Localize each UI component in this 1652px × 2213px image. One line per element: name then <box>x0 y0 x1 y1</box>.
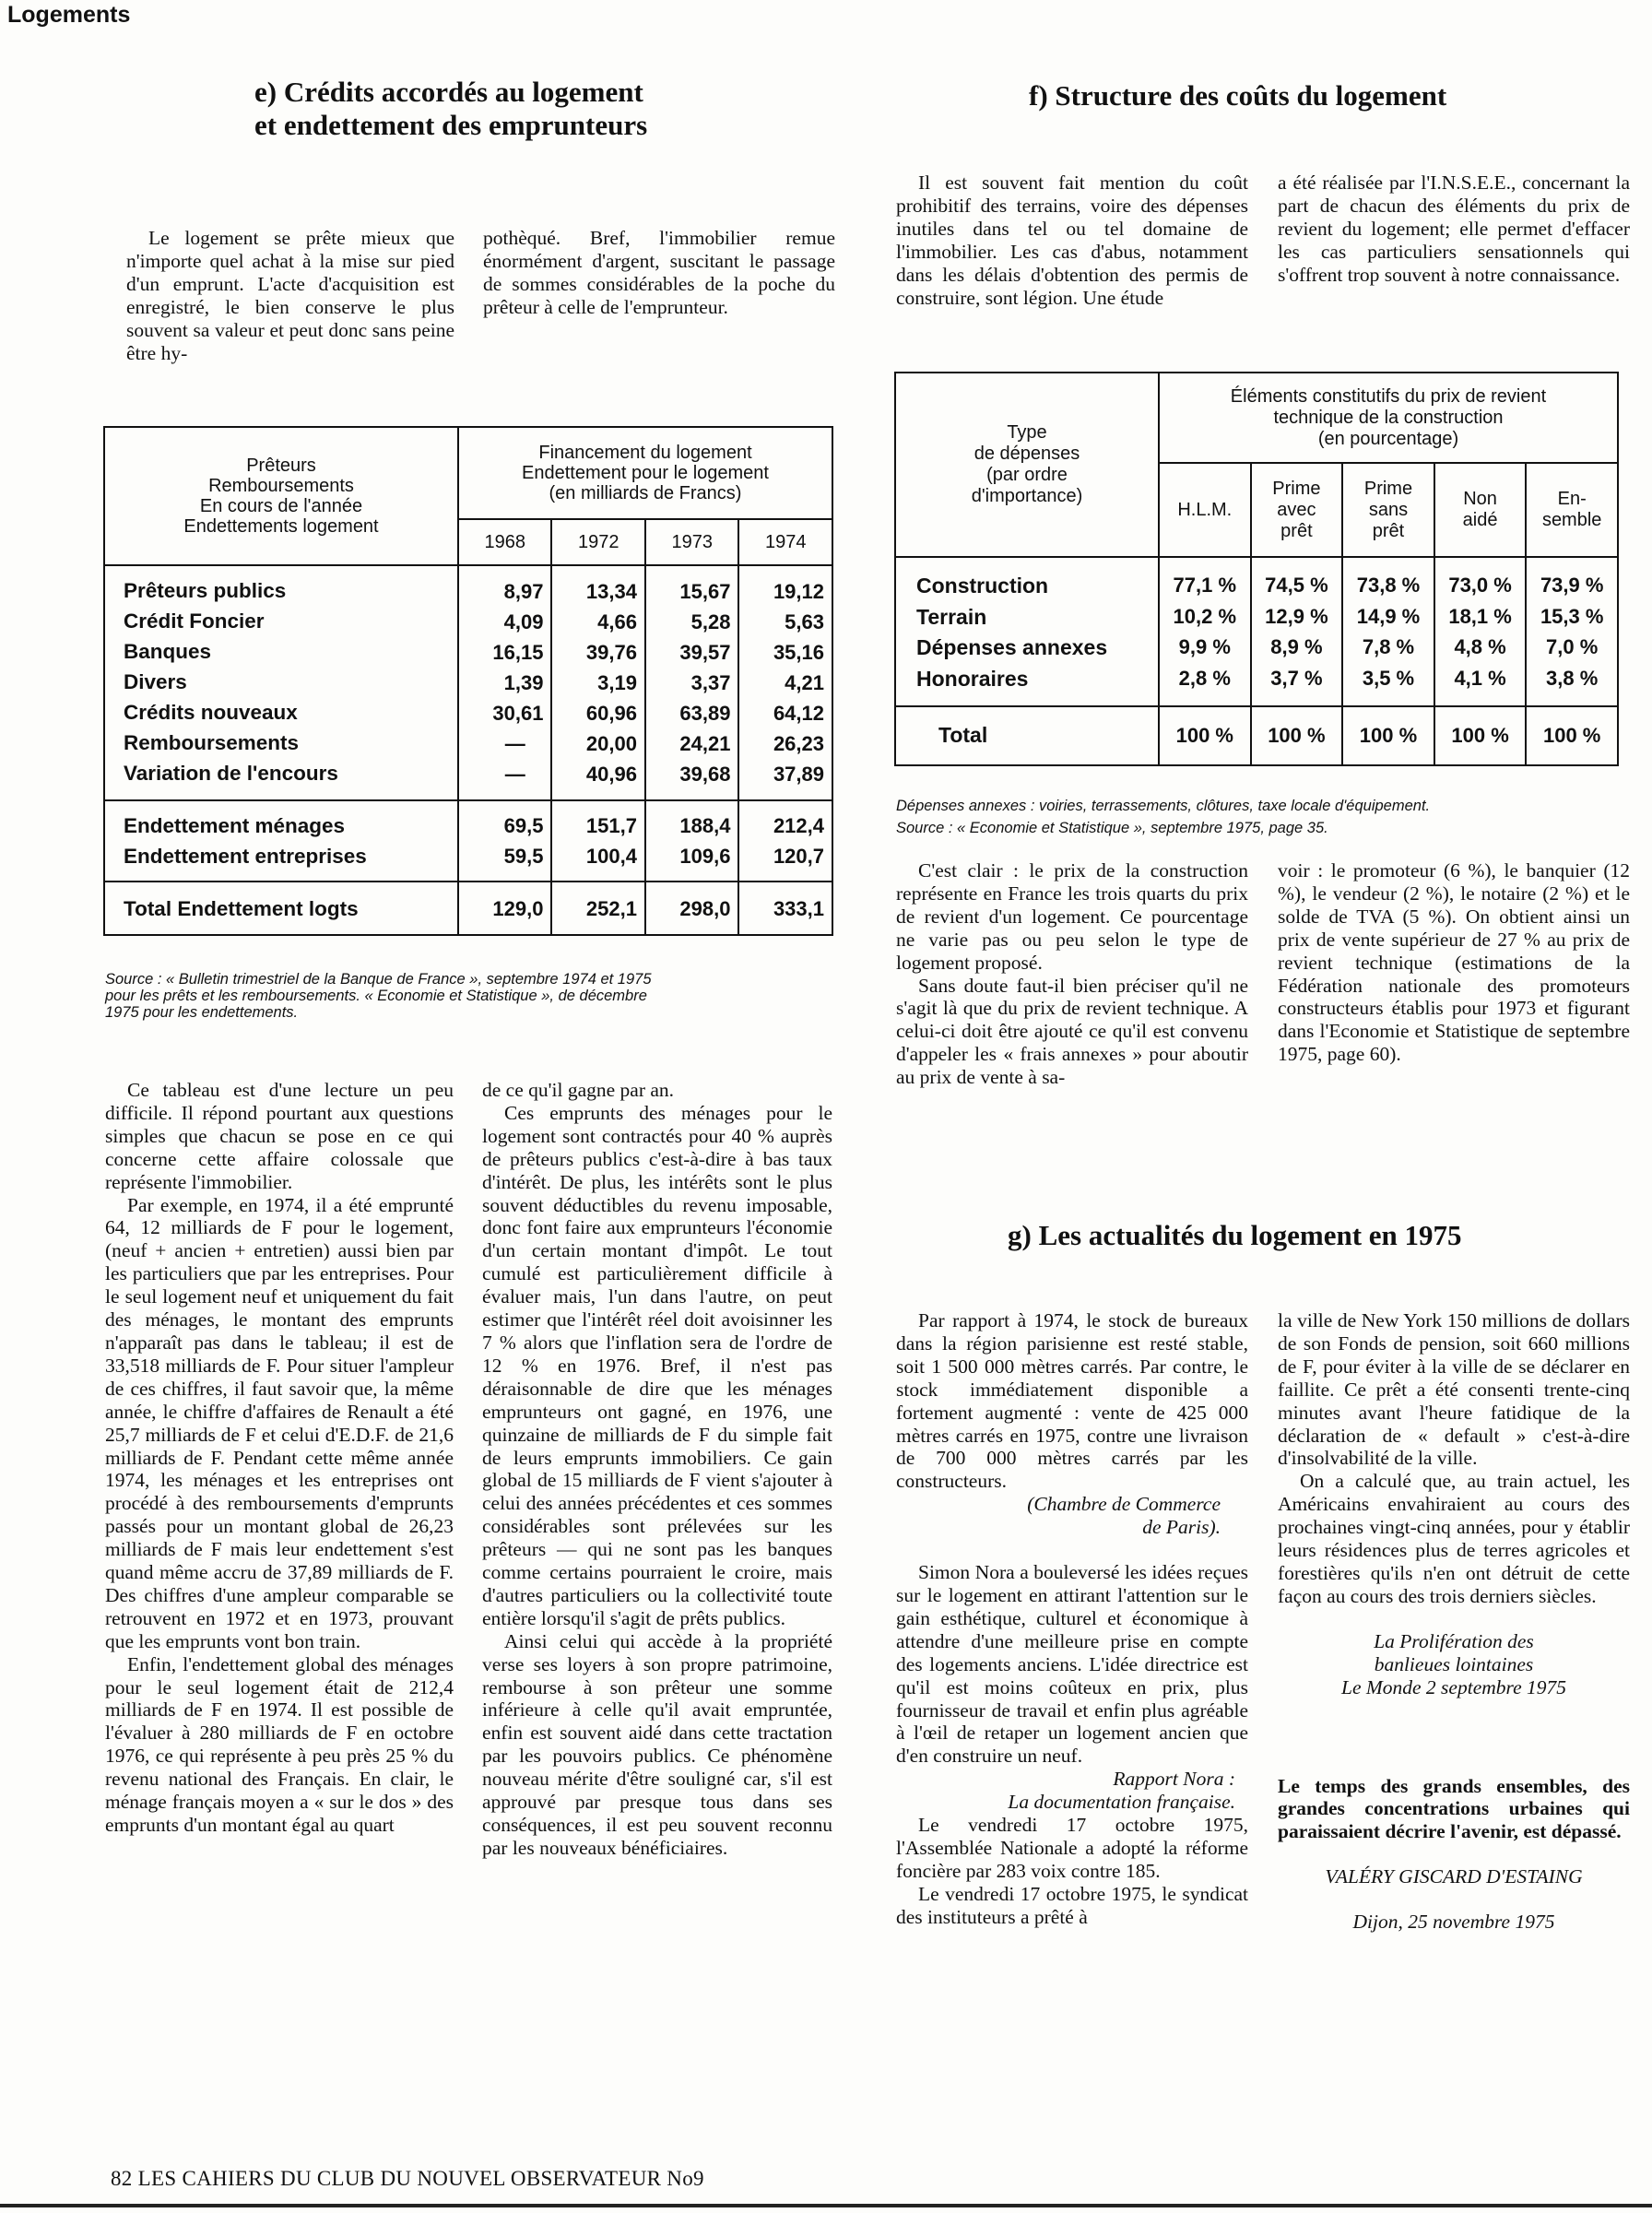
cell-value: 26,23 <box>773 732 824 755</box>
section-e-title <box>254 76 771 142</box>
cell-value: 73,9 % <box>1540 574 1604 597</box>
head-left-line: Prêteurs <box>246 456 316 476</box>
col-1974 <box>738 800 832 882</box>
source-line: Source : « Bulletin trimestriel de la Banque de France », septembre 1974 et 1975 <box>105 971 652 988</box>
total-value: 100 % <box>1251 706 1343 765</box>
cell-value: 69,5 <box>503 814 544 837</box>
head-left-line: d'importance) <box>971 486 1083 506</box>
col-ensemble <box>1526 557 1618 706</box>
col-header-ensemble <box>1526 463 1618 557</box>
head-left-line: En cours de l'année <box>199 496 363 516</box>
col-header-non-aide <box>1434 463 1527 557</box>
section-e-intro-col1 <box>126 227 454 364</box>
total-value: 129,0 <box>458 882 551 935</box>
col-header-line: aidé <box>1462 510 1498 530</box>
running-header: Logements <box>7 2 131 28</box>
col-header-line: Prime <box>1272 478 1321 499</box>
citation-le-monde <box>1278 1630 1630 1699</box>
citation-line: banlieues lointaines <box>1374 1652 1534 1675</box>
cost-table-head-right <box>1159 373 1618 463</box>
citation-line: Le Monde 2 septembre 1975 <box>1340 1675 1567 1698</box>
cell-value: 77,1 % <box>1173 574 1237 597</box>
citation-rapport-nora <box>896 1768 1248 1814</box>
cell-value: 12,9 % <box>1265 604 1328 628</box>
paragraph: de ce qu'il gagne par an. <box>482 1079 675 1101</box>
paragraph: Ces emprunts des ménages pour le logement sont contractés pour 40 % auprès de prêteurs publics c'est-à-dire à bas taux d'intérêt. De plus, les intérêts sont le plus souvent déductibles du revenu imposable, donc font faire aux emprunteurs l'économie d'un certain montant d'impôt. Le tout cumulé est particulièrement difficile à évaluer mais, l'un dans l'autre, on peut estimer que l'intérêt réel doit avoisinner les 7 % alors que l'inflation sera de l'ordre de 12 % en 1976. Bref, il n'est pas déraisonnable de dire que les ménages emprunteurs ont gagné, en 1976, une quinzaine de milliards de F du simple fait de leurs emprunts immobiliers. Ce gain global de 15 milliards de F vient s'ajouter à celui des années précédentes et ces sommes considérables sont prélevées sur les prêteurs — qui ne sont pas les banques comme certains pourraient le croire, mais d'autres particuliers ou la collectivité toute entière lorsqu'il s'agit de prêts publics. <box>482 1101 832 1629</box>
head-left-line: Endettements logement <box>183 516 379 537</box>
section-e-title-line1: e) Crédits accordés au logement <box>254 76 643 108</box>
citation-line: Rapport Nora : <box>1113 1768 1235 1791</box>
col-hlm <box>1159 557 1251 706</box>
cell-value: 9,9 % <box>1178 635 1231 658</box>
paragraph: Par rapport à 1974, le stock de bureaux dans la région parisienne est resté stable, soit 1 500 000 mètres carrés. Par contre, le stock immédiatement disponible a fortement augmenté : vente de 425 000 mètres carrés en 1975, contre une livraison de 700 000 mètres carrés par les constructeurs. <box>896 1309 1248 1493</box>
head-right-line: Financement du logement <box>538 443 752 463</box>
col-prime-avec-pret <box>1251 557 1343 706</box>
cell-value: 4,66 <box>597 610 637 633</box>
section-g-col1 <box>896 1309 1248 1929</box>
cell-value: 15,67 <box>679 580 731 603</box>
col-header-line: semble <box>1541 510 1602 530</box>
cell-value: 109,6 <box>679 845 731 868</box>
row-label: Remboursements <box>124 731 300 754</box>
cell-value: 5,63 <box>785 610 824 633</box>
head-left-line: Type <box>1007 422 1047 443</box>
cell-value: 19,12 <box>773 580 824 603</box>
signature: VALÉRY GISCARD D'ESTAING <box>1325 1865 1583 1888</box>
col-header-line: Prime <box>1363 478 1413 499</box>
col-header-prime-sans-pret <box>1342 463 1434 557</box>
paragraph: On a calculé que, au train actuel, les Américains envahiraient au cours des prochaines vingt-cinq années, pour y établir leurs résidences plus de terres agricoles et forestières qu'ils n'en ont détruit de cette façon au cours des trois derniers siècles. <box>1278 1470 1630 1607</box>
credit-group2-labels <box>104 800 458 882</box>
paragraph: C'est clair : le prix de la construction représente en France les trois quarts du prix de revient d'un logement. Ce pourcentage ne varie pas ou peu selon le type de logement proposé. <box>896 859 1248 974</box>
col-header-line: H.L.M. <box>1177 499 1233 520</box>
head-right-line: Endettement pour le logement <box>522 463 769 483</box>
source-line: Source : « Economie et Statistique », septembre 1975, page 35. <box>896 820 1328 836</box>
giscard-quote: Le temps des grands ensembles, des grandes concentrations urbaines qui paraissaient décrire l'avenir, est dépassé. <box>1278 1774 1630 1843</box>
col-non-aide <box>1434 557 1527 706</box>
head-left-line: Remboursements <box>208 476 354 496</box>
year-header: 1968 <box>458 519 551 565</box>
cost-table-head-left <box>895 373 1159 557</box>
cell-value: 74,5 % <box>1265 574 1328 597</box>
cell-value: 212,4 <box>773 814 824 837</box>
total-label: Total <box>895 706 1159 765</box>
cell-value: 30,61 <box>492 702 544 725</box>
citation-line: La documentation française. <box>1008 1791 1235 1814</box>
row-label: Crédits nouveaux <box>124 701 298 724</box>
cell-value: 13,34 <box>585 580 637 603</box>
cell-value: 35,16 <box>773 641 824 664</box>
total-value: 252,1 <box>551 882 644 935</box>
credit-table <box>103 426 833 936</box>
row-label: Variation de l'encours <box>124 762 338 785</box>
cell-value: 18,1 % <box>1448 604 1512 628</box>
head-right-line: (en pourcentage) <box>1317 428 1459 449</box>
section-f-body-col2 <box>1278 859 1630 1066</box>
col-header-line: avec <box>1277 499 1316 520</box>
cell-value: 4,8 % <box>1454 635 1506 658</box>
year-header: 1973 <box>645 519 738 565</box>
cell-value: 37,89 <box>773 763 824 786</box>
cell-value: 73,0 % <box>1448 574 1512 597</box>
cell-value: 63,89 <box>679 702 731 725</box>
row-label: Dépenses annexes <box>916 635 1108 659</box>
paragraph: Le vendredi 17 octobre 1975, l'Assemblée Nationale a adopté la réforme foncière par 283 voix contre 185. <box>896 1814 1248 1882</box>
section-e-intro-text2: pothèqué. Bref, l'immobilier remue énormément d'argent, suscitant le passage de sommes considérables de la poche du prêteur à celle de l'emprunteur. <box>483 227 835 318</box>
paragraph: Ce tableau est d'une lecture un peu difficile. Il répond pourtant aux questions simples que chacun se pose en ce qui concerne cette affaire colossale que représente l'immobilier. <box>105 1079 454 1193</box>
cell-value: 8,9 % <box>1270 635 1323 658</box>
col-1972 <box>551 800 644 882</box>
year-header: 1972 <box>551 519 644 565</box>
paragraph: Sans doute faut-il bien préciser qu'il ne s'agit là que du prix de revient technique. A celui-ci doit être ajouté ce qu'il est convenu d'appeler les « frais annexes » pour aboutir au prix de vente à sa- <box>896 974 1248 1089</box>
source-line: Dépenses annexes : voiries, terrassements, clôtures, taxe locale d'équipement. <box>896 798 1431 814</box>
cell-value: 60,96 <box>585 702 637 725</box>
citation-chambre-commerce <box>896 1493 1248 1539</box>
signature-place-date: Dijon, 25 novembre 1975 <box>1352 1911 1555 1934</box>
col-header-line: prêt <box>1280 520 1313 541</box>
section-f-title: f) Structure des coûts du logement <box>1029 79 1447 112</box>
cell-value: 151,7 <box>585 814 637 837</box>
cell-value: 39,57 <box>679 641 731 664</box>
section-e-intro-col2 <box>483 227 835 319</box>
head-left-line: de dépenses <box>974 444 1080 464</box>
citation-line: (Chambre de Commerce <box>1027 1493 1221 1516</box>
section-g-title: g) Les actualités du logement en 1975 <box>1008 1219 1462 1251</box>
section-f-body-col1 <box>896 859 1248 1089</box>
cell-value: 4,1 % <box>1454 666 1506 690</box>
credit-table-head-left <box>104 427 458 565</box>
cell-value: 8,97 <box>503 580 544 603</box>
col-1968 <box>458 565 551 800</box>
cell-value: 59,5 <box>503 845 544 868</box>
credit-table-source <box>105 971 843 1021</box>
head-right-line: technique de la construction <box>1273 407 1504 428</box>
cell-value: 64,12 <box>773 702 824 725</box>
year-header: 1974 <box>738 519 832 565</box>
col-1972 <box>551 565 644 800</box>
cell-value: 39,68 <box>679 763 731 786</box>
section-e-title-line2: et endettement des emprunteurs <box>254 109 648 141</box>
paragraph: Enfin, l'endettement global des ménages pour le seul logement était de 212,4 milliards de F en 1974. Il est possible de l'évaluer à 280 milliards de F en octobre 1976, ce qui représente à peu près 25 % du revenu national des Français. En clair, le ménage français moyen a « sur le dos » des emprunts d'un montant égal au quart <box>105 1652 454 1836</box>
section-f-intro-col1 <box>896 172 1248 309</box>
cell-value: 3,8 % <box>1546 666 1599 690</box>
cell-value: 39,76 <box>585 641 637 664</box>
cell-value: 7,0 % <box>1546 635 1599 658</box>
total-label: Total Endettement logts <box>104 882 458 935</box>
paragraph: Simon Nora a bouleversé les idées reçues sur le logement en attirant l'attention sur le gain esthétique, culturel et économique à attendre d'une meilleure prise en compte des logements anciens. L'idée directrice est qu'il est moins coûteux en prix, plus fournisseur de travail et enfin plus agréable à l'œil de retaper un logement ancien que d'en construire un neuf. <box>896 1561 1248 1768</box>
col-1973 <box>645 800 738 882</box>
citation-line: de Paris). <box>1142 1516 1221 1539</box>
cell-value: 5,28 <box>690 610 731 633</box>
paragraph: Le vendredi 17 octobre 1975, le syndicat des instituteurs a prêté à <box>896 1882 1248 1928</box>
cell-value: 40,96 <box>585 763 637 786</box>
credit-table-head-right <box>458 427 832 519</box>
cost-row-labels <box>895 557 1159 706</box>
col-header-prime-avec-pret <box>1251 463 1343 557</box>
cell-value: 7,8 % <box>1362 635 1415 658</box>
head-right-line: (en milliards de Francs) <box>549 483 742 503</box>
cell-value: 2,8 % <box>1178 666 1231 690</box>
cell-value: 24,21 <box>679 732 731 755</box>
head-right-line: Éléments constitutifs du prix de revient <box>1230 385 1547 407</box>
row-label: Prêteurs publics <box>124 579 287 602</box>
source-line: 1975 pour les endettements. <box>105 1004 299 1021</box>
cell-value: 100,4 <box>585 845 637 868</box>
section-f-intro-text2: a été réalisée par l'I.N.S.E.E., concernant la part de chacun des éléments du prix de revient du logement; elle permet d'effacer les cas particuliers sensationnels qui s'offrent trop souvent à notre connaissance. <box>1278 172 1630 286</box>
row-label: Banques <box>124 640 212 663</box>
section-f-intro-text1: Il est souvent fait mention du coût prohibitif des terrains, voire des dépenses inutiles dans tel ou tel domaine de l'immobilier. Les cas d'abus, notamment dans les délais d'obtention des permis de construire, sont légion. Une étude <box>896 172 1248 309</box>
paragraph: Par exemple, en 1974, il a été emprunté 64, 12 milliards de F pour le logement, (neuf + ancien + entretien) aussi bien par les particuliers que par les entreprises. Pour le seul logement neuf et uniquement du fait des ménages, le montant des emprunts n'apparaît pas dans le tableau; il est de 33,518 milliards de F. Pour situer l'ampleur de ces chiffres, il faut savoir que, la même année, le chiffre d'affaires de Renault a été 25,7 milliards de F et celui d'E.D.F. de 21,6 milliards de F. Pendant cette même année 1974, les ménages et les entreprises ont procédé à des remboursements d'emprunts passés pour un montant global de 26,23 milliards de F mais leur endettement s'est quand même accru de 37,89 milliards de F. Des chiffres d'une ampleur comparable se retrouvent en 1972 et en 1973, prouvant que les emprunts vont bon train. <box>105 1193 454 1652</box>
row-label: Divers <box>124 670 187 693</box>
cell-value: 16,15 <box>492 641 544 664</box>
cell-value: 1,39 <box>503 671 544 694</box>
cell-value: 4,09 <box>503 610 544 633</box>
cell-value: 3,19 <box>597 671 637 694</box>
credit-group1-labels <box>104 565 458 800</box>
cell-value: 20,00 <box>585 732 637 755</box>
section-g-col2 <box>1278 1309 1630 1934</box>
cell-value: — <box>504 763 525 786</box>
cell-value: 3,37 <box>690 671 731 694</box>
col-header-line: prêt <box>1372 520 1405 541</box>
cost-table-source <box>896 795 1624 839</box>
cell-value: 10,2 % <box>1173 604 1237 628</box>
col-header-line: Non <box>1463 489 1497 509</box>
source-line: pour les prêts et les remboursements. « Economie et Statistique », de décembre <box>105 988 647 1004</box>
page-footer: 82 LES CAHIERS DU CLUB DU NOUVEL OBSERVATEUR No9 <box>111 2167 704 2190</box>
cell-value: 15,3 % <box>1540 604 1604 628</box>
footer-rule <box>0 2204 1652 2207</box>
cell-value: 188,4 <box>679 814 731 837</box>
cell-value: 120,7 <box>773 845 824 868</box>
cell-value: 3,5 % <box>1362 666 1415 690</box>
cost-structure-table <box>894 372 1619 766</box>
row-label: Construction <box>916 574 1049 598</box>
section-e-body-col1 <box>105 1079 454 1837</box>
cell-value: 4,21 <box>785 671 824 694</box>
row-label: Endettement ménages <box>124 814 346 837</box>
paragraph: Ainsi celui qui accède à la propriété verse ses loyers à son propre patrimoine, rembourse à son prêteur une somme inférieure à celle qu'il avait empruntée, enfin est souvent aidé dans cette tractation par les pouvoirs publics. Ce phénomène nouveau mérite d'être souligné car, s'il est approuvé par presque tous dans ses conséquences, il est peu souvent reconnu par les nouveaux bénéficiaires. <box>482 1629 832 1859</box>
citation-line: La Prolifération des <box>1374 1629 1534 1652</box>
row-label: Honoraires <box>916 666 1029 691</box>
row-label: Crédit Foncier <box>124 609 265 633</box>
total-value: 100 % <box>1526 706 1618 765</box>
col-header-line: En- <box>1557 489 1587 509</box>
paragraph: la ville de New York 150 millions de dollars de son Fonds de pension, soit 660 millions de F, pour éviter à la ville de se déclarer en faillite. Ce prêt a été consenti trente-cinq minutes avant l'heure fatidique de la déclaration de « default » c'est-à-dire d'insolvabilité de la ville. <box>1278 1309 1630 1470</box>
paragraph: voir : le promoteur (6 %), le banquier (12 %), le vendeur (2 %), le notaire (2 %) et le solde de TVA (5 %). On obtient ainsi un prix de vente supérieur de 27 % au prix de revient technique (estimations de la Fédération nationale des promoteurs constructeurs établis pour 1973 et figurant dans l'Economie et Statistique de septembre 1975, page 60). <box>1278 859 1630 1066</box>
total-value: 100 % <box>1342 706 1434 765</box>
col-prime-sans-pret <box>1342 557 1434 706</box>
total-value: 100 % <box>1159 706 1251 765</box>
total-value: 100 % <box>1434 706 1527 765</box>
col-header-hlm <box>1159 463 1251 557</box>
total-value: 298,0 <box>645 882 738 935</box>
section-e-intro-text1: Le logement se prête mieux que n'importe quel achat à la mise sur pied d'un emprunt. L'acte d'acquisition est enregistré, le bien conserve le plus souvent sa valeur et peut donc sans peine être hy- <box>126 227 454 364</box>
total-value: 333,1 <box>738 882 832 935</box>
cell-value: 73,8 % <box>1356 574 1421 597</box>
col-1973 <box>645 565 738 800</box>
cell-value: — <box>504 732 525 755</box>
col-header-line: sans <box>1368 499 1409 520</box>
row-label: Terrain <box>916 604 987 629</box>
col-1974 <box>738 565 832 800</box>
row-label: Endettement entreprises <box>124 845 367 868</box>
head-left-line: (par ordre <box>986 465 1068 485</box>
cell-value: 14,9 % <box>1356 604 1421 628</box>
section-f-intro-col2 <box>1278 172 1630 287</box>
section-e-body-col2 <box>482 1079 832 1860</box>
col-1968 <box>458 800 551 882</box>
cell-value: 3,7 % <box>1270 666 1323 690</box>
